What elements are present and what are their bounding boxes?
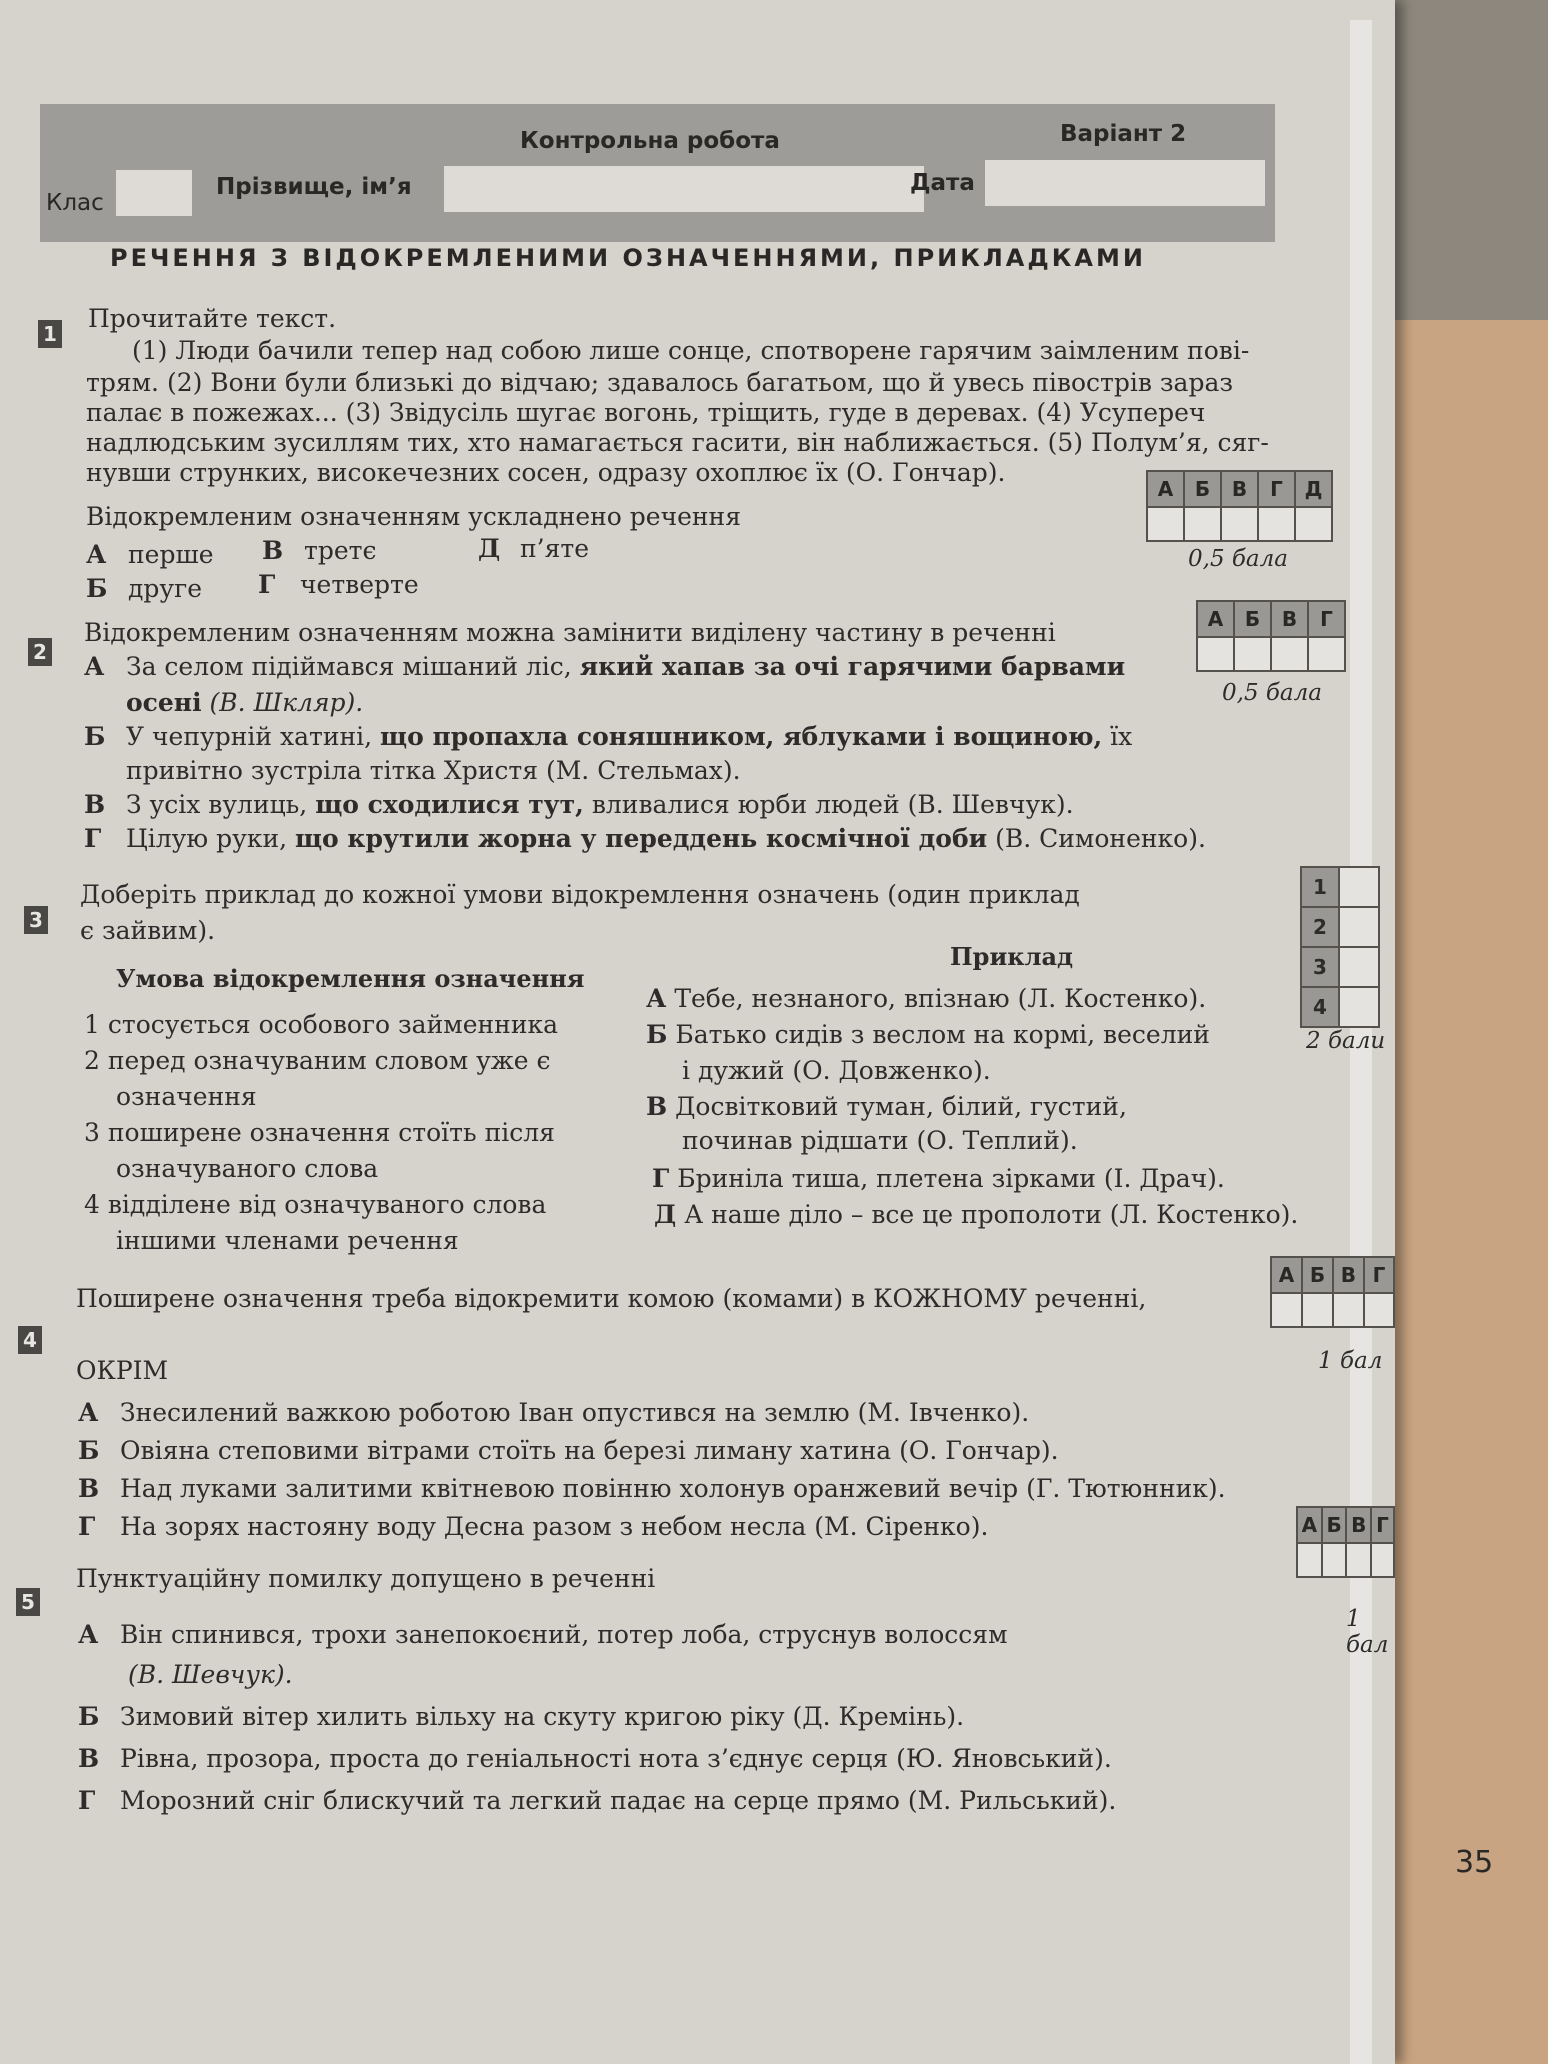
question-3-number: 3	[24, 906, 48, 934]
answer-cell[interactable]	[1371, 1543, 1394, 1577]
answer-cell[interactable]	[1302, 1293, 1333, 1327]
grid-header: В	[1346, 1507, 1371, 1543]
grid-header: Б	[1184, 471, 1221, 507]
class-label: Клас	[46, 190, 104, 216]
grid-header: Б	[1302, 1257, 1333, 1293]
answer-cell[interactable]	[1364, 1293, 1394, 1327]
q3-example-v-cont: починав рідшати (О. Теплий).	[682, 1126, 1078, 1155]
q2-option-a[interactable]: А За селом підіймався мішаний ліс, який хапав за очі гарячими барвами	[84, 652, 1126, 681]
answer-cell[interactable]	[1339, 867, 1379, 907]
grid-row-number: 1	[1301, 867, 1339, 907]
q4-score: 1 бал	[1318, 1348, 1383, 1374]
q2-option-v[interactable]: В З усіх вулиць, що сходилися тут, вливалися юрби людей (В. Шевчук).	[84, 790, 1074, 819]
q4-question: Поширене означення треба відокремити комою (комами) в КОЖНОМУ реченні,	[76, 1284, 1147, 1313]
q3-example-a: А Тебе, незнаного, впізнаю (Л. Костенко).	[646, 984, 1207, 1013]
grid-header: А	[1271, 1257, 1302, 1293]
grid-header: Г	[1308, 601, 1345, 637]
answer-cell[interactable]	[1333, 1293, 1364, 1327]
q1-question: Відокремленим означенням ускладнено речення	[86, 502, 741, 531]
grid-header: Д	[1295, 471, 1332, 507]
date-label: Дата	[910, 170, 975, 196]
q2-option-a-cont: осені (В. Шкляр).	[126, 688, 364, 717]
q2-score: 0,5 бала	[1222, 680, 1322, 706]
q1-score: 0,5 бала	[1188, 546, 1288, 572]
q3-condition-2-cont: означення	[116, 1082, 257, 1111]
header-title: Контрольна робота	[520, 128, 780, 154]
q1-text-line: нувши струнких, високечезних сосен, одразу охоплює їх (О. Гончар).	[86, 458, 1006, 487]
q3-question: Доберіть приклад до кожної умови відокремлення означень (один приклад	[80, 880, 1080, 909]
q3-example-d: Д А наше діло – все це прополоти (Л. Костенко).	[654, 1200, 1299, 1229]
q3-col-right-heading: Приклад	[950, 942, 1074, 971]
answer-cell[interactable]	[1147, 507, 1184, 541]
q2-option-g[interactable]: Г Цілую руки, що крутили жорна у переддень космічної доби (В. Симоненко).	[84, 824, 1206, 853]
q5-question: Пунктуаційну помилку допущено в реченні	[76, 1564, 656, 1593]
grid-header: В	[1271, 601, 1308, 637]
name-field[interactable]	[444, 166, 924, 212]
answer-cell[interactable]	[1295, 507, 1332, 541]
answer-cell[interactable]	[1271, 637, 1308, 671]
q1-answer-grid	[1146, 470, 1333, 542]
q1-text-line: (1) Люди бачили тепер над собою лише сонце, спотворене гарячим заімленим пові-	[132, 336, 1250, 365]
answer-cell[interactable]	[1234, 637, 1271, 671]
q5-option-g[interactable]: Г Морозний сніг блискучий та легкий падає на серце прямо (М. Рильський).	[78, 1786, 1117, 1815]
q3-condition-3: 3 поширене означення стоїть після	[84, 1118, 555, 1147]
q3-example-b: Б Батько сидів з веслом на кормі, веселий	[646, 1020, 1210, 1049]
page-number: 35	[1455, 1845, 1494, 1880]
q4-option-v[interactable]: В Над луками залитими квітневою повінню холонув оранжевий вечір (Г. Тютюнник).	[78, 1474, 1226, 1503]
grid-header: Б	[1234, 601, 1271, 637]
answer-cell[interactable]	[1221, 507, 1258, 541]
q2-option-b-cont: привітно зустріла тітка Христя (М. Стельмах).	[126, 756, 741, 785]
q4-option-a[interactable]: А Знесилений важкою роботою Іван опустився на землю (М. Івченко).	[78, 1398, 1030, 1427]
q3-example-g: Г Бриніла тиша, плетена зірками (І. Драч).	[652, 1164, 1225, 1193]
q5-score: 1 бал	[1346, 1606, 1389, 1658]
answer-cell[interactable]	[1339, 987, 1379, 1027]
grid-header: В	[1333, 1257, 1364, 1293]
q1-option-d[interactable]: Д п’яте	[478, 534, 590, 563]
q1-text-line: палає в пожежах... (3) Звідусіль шугає вогонь, тріщить, гуде в деревах. (4) Усупереч	[86, 398, 1206, 427]
question-1-number: 1	[38, 320, 62, 348]
answer-cell[interactable]	[1271, 1293, 1302, 1327]
q5-option-a[interactable]: А Він спинився, трохи занепокоєний, потер лоба, струснув волоссям	[78, 1620, 1008, 1649]
grid-header: В	[1221, 471, 1258, 507]
grid-header: Г	[1258, 471, 1295, 507]
grid-row-number: 3	[1301, 947, 1339, 987]
question-5-number: 5	[16, 1588, 40, 1616]
answer-cell[interactable]	[1258, 507, 1295, 541]
answer-cell[interactable]	[1308, 637, 1345, 671]
q4-option-g[interactable]: Г На зорях настояну воду Десна разом з небом несла (М. Сіренко).	[78, 1512, 989, 1541]
q3-condition-4: 4 відділене від означуваного слова	[84, 1190, 547, 1219]
answer-cell[interactable]	[1184, 507, 1221, 541]
q3-condition-3-cont: означуваного слова	[116, 1154, 379, 1183]
grid-header: Г	[1371, 1507, 1394, 1543]
q3-score: 2 бали	[1306, 1028, 1386, 1054]
header-variant: Варіант 2	[1060, 121, 1187, 147]
q2-answer-grid	[1196, 600, 1346, 672]
q1-option-b[interactable]: Б друге	[86, 574, 202, 603]
q5-option-b[interactable]: Б Зимовий вітер хилить вільху на скуту кригою ріку (Д. Кремінь).	[78, 1702, 965, 1731]
grid-header: А	[1197, 601, 1234, 637]
class-field[interactable]	[116, 170, 192, 216]
q3-example-v: В Досвітковий туман, білий, густий,	[646, 1092, 1127, 1121]
q1-option-a[interactable]: А перше	[86, 540, 214, 569]
q5-option-v[interactable]: В Рівна, прозора, проста до геніальності нота з’єднує серця (Ю. Яновський).	[78, 1744, 1112, 1773]
grid-header: А	[1297, 1507, 1322, 1543]
q4-answer-grid	[1270, 1256, 1395, 1328]
grid-header: Г	[1364, 1257, 1394, 1293]
q3-condition-4-cont: іншими членами речення	[116, 1226, 459, 1255]
q3-col-left-heading: Умова відокремлення означення	[116, 964, 585, 993]
q4-option-b[interactable]: Б Овіяна степовими вітрами стоїть на березі лиману хатина (О. Гончар).	[78, 1436, 1059, 1465]
q1-option-v[interactable]: В третє	[262, 536, 377, 565]
date-field[interactable]	[985, 160, 1265, 206]
answer-cell[interactable]	[1346, 1543, 1371, 1577]
grid-row-number: 2	[1301, 907, 1339, 947]
q3-condition-2: 2 перед означуваним словом уже є	[84, 1046, 551, 1075]
q3-answer-grid	[1300, 866, 1380, 1028]
answer-cell[interactable]	[1197, 637, 1234, 671]
name-label: Прізвище, ім’я	[216, 174, 412, 200]
q3-question-cont: є зайвим).	[80, 916, 216, 945]
grid-header: А	[1147, 471, 1184, 507]
q5-answer-grid	[1296, 1506, 1395, 1578]
q5-option-a-cont: (В. Шевчук).	[128, 1660, 293, 1689]
q2-question: Відокремленим означенням можна замінити виділену частину в реченні	[84, 618, 1056, 647]
q1-option-g[interactable]: Г четверте	[258, 570, 419, 599]
answer-cell[interactable]	[1339, 907, 1379, 947]
q1-text-line: трям. (2) Вони були близькі до відчаю; здавалось багатьом, що й увесь півострів зараз	[86, 368, 1233, 397]
q3-condition-1: 1 стосується особового займенника	[84, 1010, 559, 1039]
answer-cell[interactable]	[1339, 947, 1379, 987]
grid-row-number: 4	[1301, 987, 1339, 1027]
answer-cell[interactable]	[1322, 1543, 1347, 1577]
q3-example-b-cont: і дужий (О. Довженко).	[682, 1056, 991, 1085]
desk-background	[1388, 320, 1548, 2064]
question-2-number: 2	[28, 638, 52, 666]
q2-option-b[interactable]: Б У чепурній хатині, що пропахла соняшником, яблуками і вощиною, їх	[84, 722, 1133, 751]
q1-intro: Прочитайте текст.	[88, 304, 337, 333]
q1-text-line: надлюдським зусиллям тих, хто намагається гасити, він наближається. (5) Полум’я, сяг-	[86, 428, 1269, 457]
page-title: РЕЧЕННЯ З ВІДОКРЕМЛЕНИМИ ОЗНАЧЕННЯМИ, ПРИКЛАДКАМИ	[110, 244, 1146, 272]
answer-cell[interactable]	[1297, 1543, 1322, 1577]
question-4-number: 4	[18, 1326, 42, 1354]
header-band	[40, 104, 1275, 242]
grid-header: Б	[1322, 1507, 1347, 1543]
q4-question-cont: ОКРІМ	[76, 1356, 169, 1385]
